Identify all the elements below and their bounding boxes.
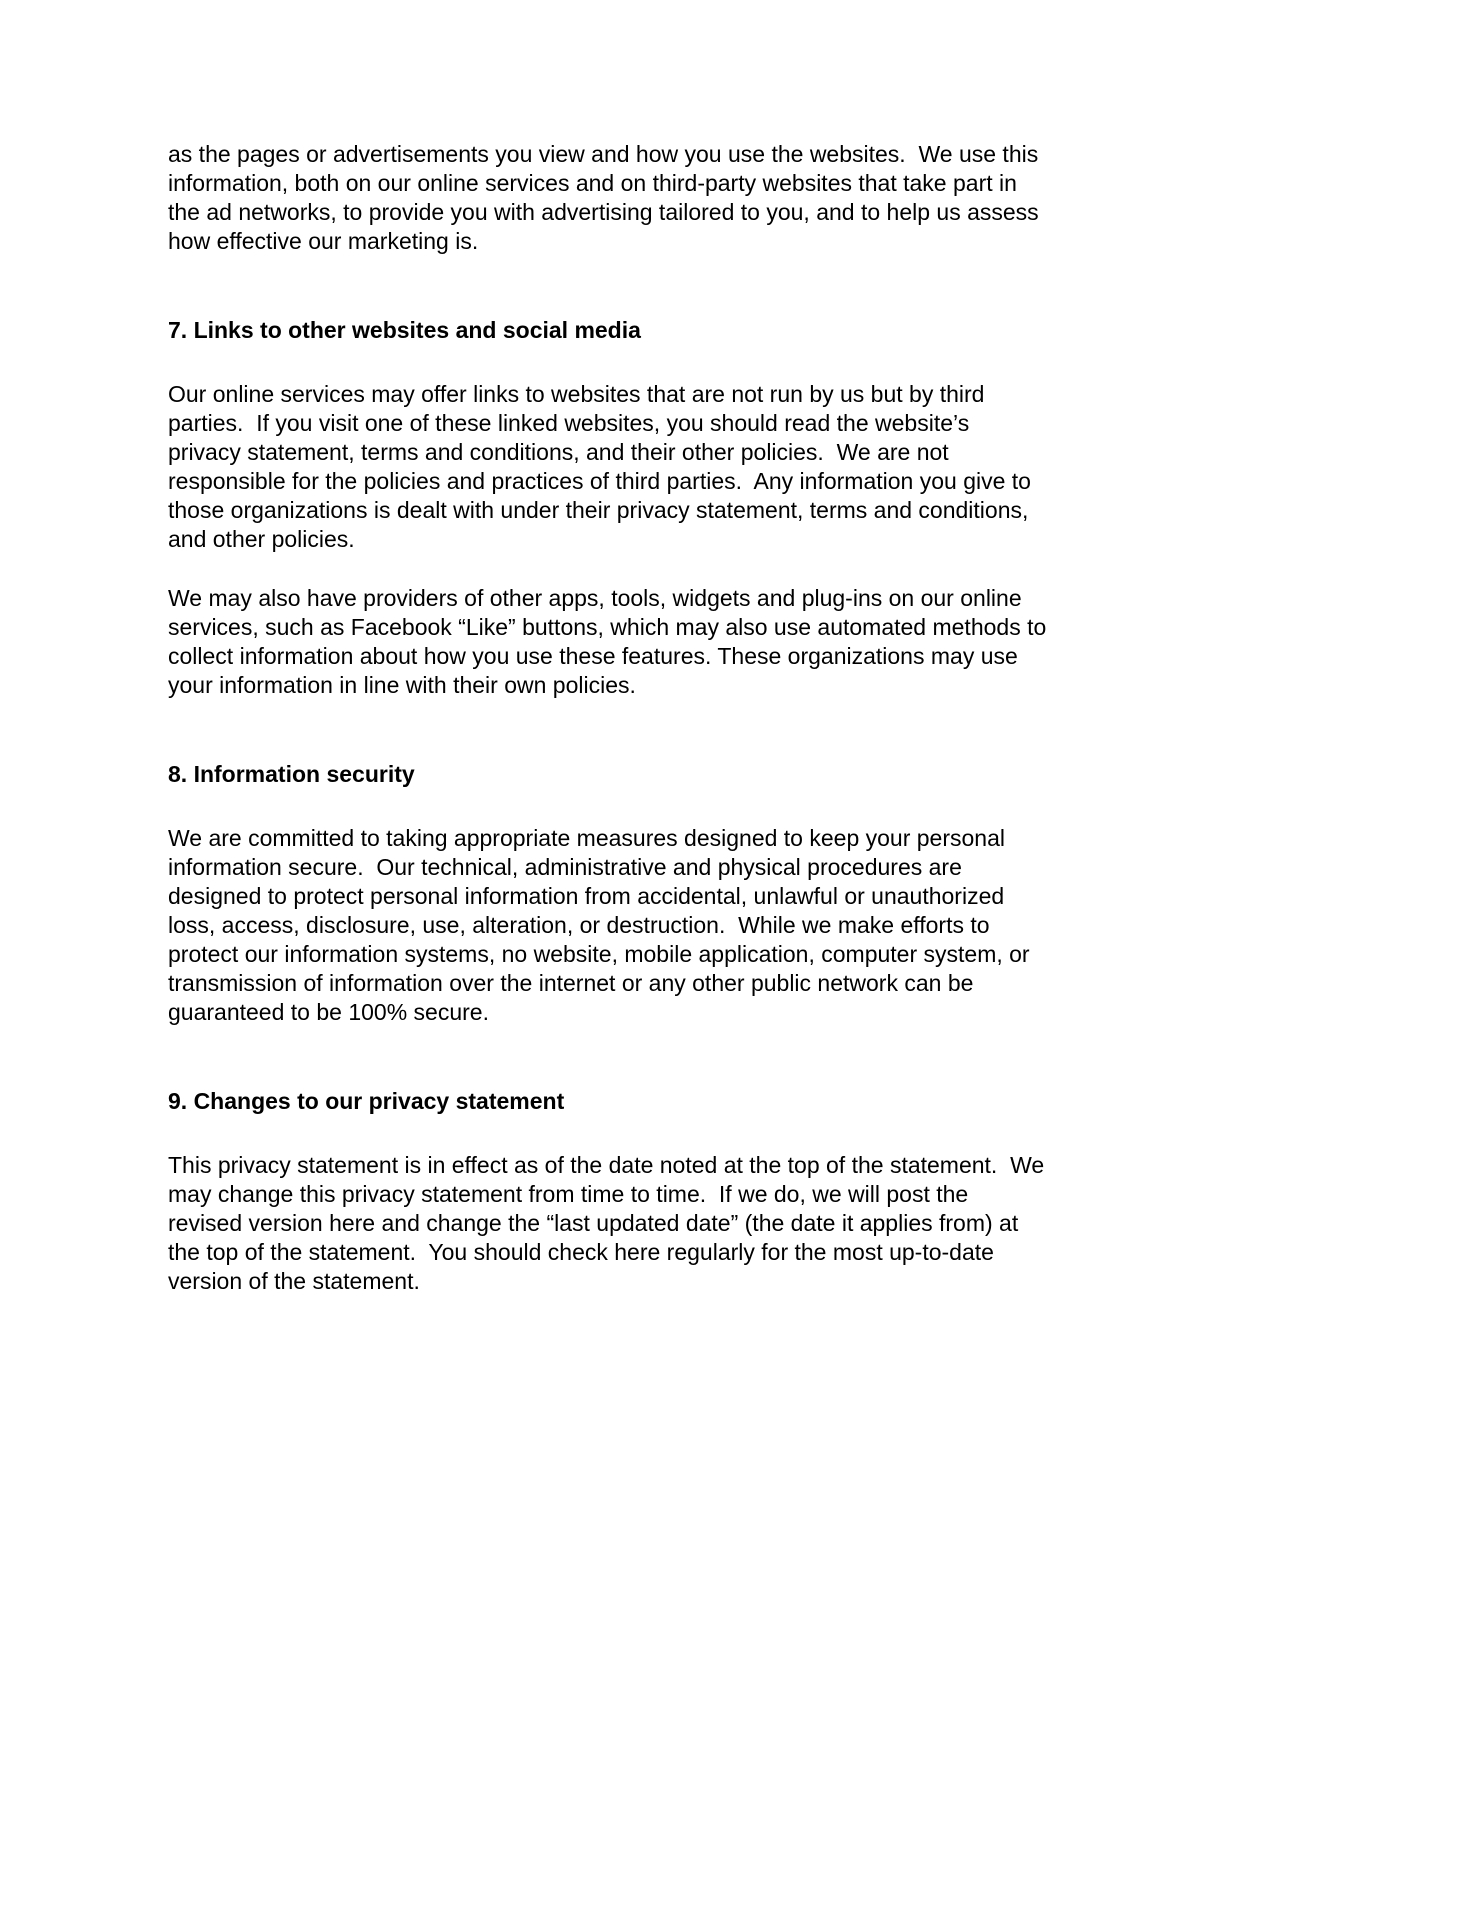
section-heading: 9. Changes to our privacy statement [168,1088,565,1114]
section-heading: 8. Information security [168,761,415,787]
section-heading: 7. Links to other websites and social media [168,317,641,343]
section-links-social-media [168,316,1053,700]
body-paragraph: We are committed to taking appropriate measures designed to keep your personal information secure. Our technical, administrative and physical procedures are designed to protect personal information from accidental, unlawful or unauthorized loss, access, disclosure, use, alteration, or destruction. While we make efforts to protect our information systems, no website, mobile application, computer system, or transmission of information over the internet or any other public network can be guaranteed to be 100% secure. [168,825,1036,1025]
body-paragraph: Our online services may offer links to websites that are not run by us but by third parties. If you visit one of these linked websites, you should read the website’s privacy statement, terms and conditions, and their other policies. We are not responsible for the policies and practices of third parties. Any information you give to those organizations is dealt with under their privacy statement, terms and conditions, and other policies. [168,381,1038,552]
body-paragraph: This privacy statement is in effect as of the date noted at the top of the statement. We may change this privacy statement from time to time. If we do, we will post the revised version here and change the “last updated date” (the date it applies from) at the top of the statement. You should check here regularly for the most up-to-date version of the statement. [168,1152,1051,1294]
section-changes-privacy-statement [168,1087,1051,1296]
section-information-security [168,760,1048,1027]
document-content [168,140,1053,1296]
body-paragraph: We may also have providers of other apps, tools, widgets and plug-ins on our online services, such as Facebook “Like” buttons, which may also use automated methods to collect information about how you use these features. These organizations may use your information in line with their own policies. [168,585,1053,698]
body-paragraph: as the pages or advertisements you view and how you use the websites. We use this information, both on our online services and on third-party websites that take part in the ad networks, to provide you with advertising tailored to you, and to help us assess how effective our marketing is. [168,141,1046,254]
